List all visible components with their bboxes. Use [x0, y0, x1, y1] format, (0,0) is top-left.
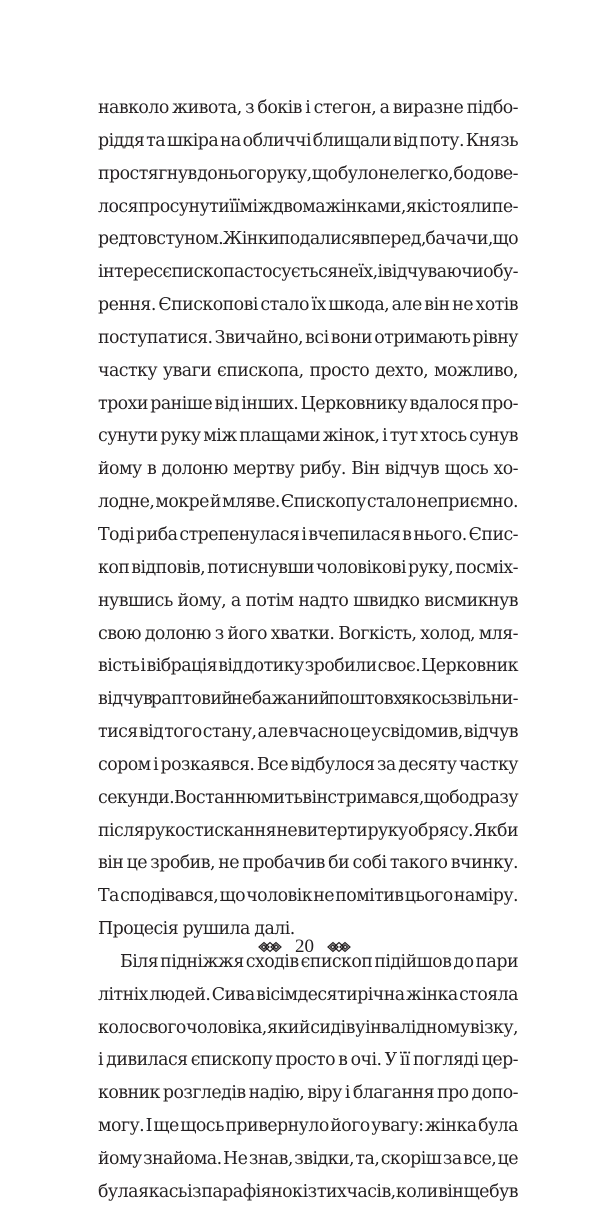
- text-line: ріддя та шкіра на обличчі блищали від поту. Князь: [98, 130, 518, 151]
- text-line: він це зробив, не пробачив би собі такого вчинку.: [98, 853, 518, 874]
- text-line: була якась із парафіянок із тих часів, коли він ще був: [98, 1181, 518, 1202]
- ornament-left-icon: [258, 941, 282, 953]
- page-number: 20: [295, 935, 314, 957]
- text-line: коп відповів, потиснувши чоловікові руку, посміх-: [98, 557, 518, 578]
- text-line: після рукостискання не витерти руку об рясу. Якби: [98, 820, 518, 841]
- text-line: вість і вібрація від дотику зробили своє. Церковник: [98, 656, 518, 677]
- text-line: могу. І ще щось привернуло його увагу: жінка була: [98, 1116, 518, 1137]
- text-line-paragraph-start: Біля підніжжя сходів єпископ підійшов до пари: [120, 951, 518, 972]
- text-line: нувшись йому, а потім надто швидко висмикнув: [98, 590, 518, 611]
- text-line: коло свого чоловіка, який сидів у інвалідному візку,: [98, 1017, 518, 1038]
- text-line: ковник розгледів надію, віру і благання про допо-: [98, 1083, 518, 1104]
- text-line: йому знайома. Не знав, звідки, та, скоріш за все, це: [98, 1149, 518, 1169]
- text-line: простягнув до нього руку, що було нелегко, бо дове-: [98, 163, 518, 184]
- text-line: йому в долоню мертву рибу. Він відчув щось хо-: [98, 459, 518, 480]
- text-line: трохи раніше від інших. Церковнику вдалося про-: [98, 393, 518, 414]
- text-line-paragraph-end: Процесія рушила далі.: [98, 919, 295, 940]
- text-line: тися від того стану, але вчасно це усвідомив, відчув: [98, 722, 518, 743]
- text-line: відчув раптовий небажаний поштовх якось звільни-: [98, 689, 518, 710]
- text-line: сунути руку між плащами жінок, і тут хтось сунув: [98, 426, 518, 447]
- text-line: Тоді риба стрепенулася і вчепилася в нього. Єпис-: [98, 524, 518, 545]
- text-line: свою долоню з його хватки. Вогкість, холод, мля-: [98, 623, 518, 644]
- text-line: поступатися. Звичайно, всі вони отримають рівну: [98, 327, 518, 348]
- text-line: інтерес єпископа стосується не їх, і відчуваючи обу-: [98, 262, 518, 283]
- text-line: навколо живота, з боків і стегон, а виразне підбо-: [98, 98, 518, 118]
- text-line: лодне, мокре й мляве. Єпископу стало неприємно.: [98, 492, 518, 513]
- text-line: секунди. В останню мить він стримався, щоб одразу: [98, 787, 518, 808]
- text-line: літніх людей. Сива вісімдесятирічна жінка стояла: [98, 984, 518, 1005]
- text-line: сором і розкаявся. Все відбулося за десяту частку: [98, 754, 518, 775]
- text-line: частку уваги єпископа, просто дехто, можливо,: [98, 360, 518, 381]
- body-text: [98, 92, 518, 1209]
- text-line: лося просунути її між двома жінками, які стояли пе-: [98, 196, 518, 217]
- text-line: Та сподівався, що чоловік не помітив цього наміру.: [98, 886, 518, 907]
- ornament-right-icon: [327, 941, 351, 953]
- text-line: ред товстуном. Жінки подалися вперед, бачачи, що: [98, 229, 518, 250]
- text-line: рення. Єпископові стало їх шкода, але він не хотів: [98, 295, 518, 316]
- text-line: і дивилася єпископу просто в очі. У її погляді цер-: [98, 1050, 518, 1071]
- page-footer: [0, 935, 609, 958]
